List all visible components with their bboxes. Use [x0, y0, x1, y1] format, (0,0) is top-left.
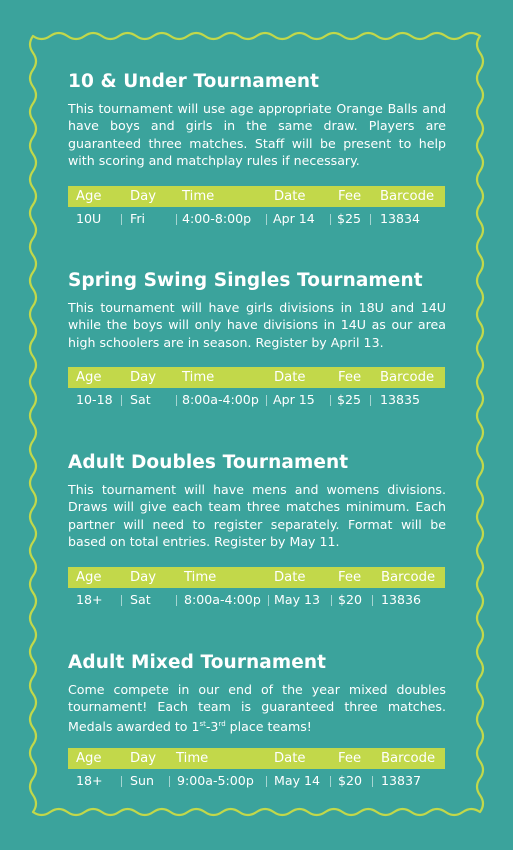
header-fee: Fee: [338, 570, 362, 585]
column-divider: [176, 214, 177, 225]
column-divider: [370, 214, 371, 225]
header-date: Date: [274, 751, 306, 766]
header-date: Date: [274, 189, 306, 204]
header-barcode: Barcode: [380, 189, 435, 204]
tournament-10-under: [68, 70, 446, 226]
header-day: Day: [130, 751, 157, 766]
cell-fee: $25: [337, 211, 362, 226]
header-age: Age: [76, 370, 102, 385]
cell-fee: $20: [338, 773, 363, 788]
column-divider: [268, 595, 269, 606]
column-divider: [121, 395, 122, 406]
table-row: [68, 207, 445, 231]
cell-age: 18+: [76, 773, 103, 788]
column-divider: [266, 395, 267, 406]
column-divider: [372, 776, 373, 787]
header-time: Time: [184, 570, 217, 585]
tournament-title: Spring Swing Singles Tournament: [68, 270, 423, 291]
schedule-table: [68, 367, 445, 412]
cell-date: Apr 14: [273, 211, 315, 226]
cell-time: 8:00a-4:00p: [184, 592, 261, 607]
header-date: Date: [274, 570, 306, 585]
table-header: [68, 367, 445, 388]
header-fee: Fee: [338, 189, 362, 204]
tournament-title: Adult Doubles Tournament: [68, 452, 349, 473]
tournament-adult-mixed: [68, 651, 446, 788]
table-header: [68, 567, 445, 588]
tournament-description: Come compete in our end of the year mixed doubles tournament! Each team is guaranteed three matches. Medals awarded to 1st-3rd place teams!: [68, 682, 446, 734]
tournament-title: 10 & Under Tournament: [68, 71, 320, 92]
column-divider: [370, 395, 371, 406]
header-age: Age: [76, 189, 102, 204]
header-barcode: Barcode: [381, 751, 436, 766]
tournament-adult-doubles: [68, 451, 446, 607]
column-divider: [330, 395, 331, 406]
header-age: Age: [76, 570, 102, 585]
header-day: Day: [130, 189, 157, 204]
tournament-description: This tournament will use age appropriate Orange Balls and have boys and girls in the same draw. Players are guaranteed three matches. Staff will be present to help with scoring and matchplay rules if necessary.: [68, 101, 446, 169]
header-date: Date: [274, 370, 306, 385]
cell-time: 9:00a-5:00p: [177, 773, 254, 788]
cell-date: Apr 15: [273, 392, 315, 407]
cell-barcode: 13837: [381, 773, 422, 788]
cell-barcode: 13835: [380, 392, 421, 407]
column-divider: [121, 776, 122, 787]
cell-date: May 14: [274, 773, 321, 788]
column-divider: [169, 776, 170, 787]
cell-barcode: 13834: [380, 211, 421, 226]
tournament-title: Adult Mixed Tournament: [68, 652, 327, 673]
column-divider: [330, 214, 331, 225]
cell-day: Sun: [130, 773, 154, 788]
cell-time: 8:00a-4:00p: [182, 392, 259, 407]
column-divider: [330, 776, 331, 787]
schedule-table: [68, 567, 445, 612]
header-barcode: Barcode: [381, 570, 436, 585]
table-row: [68, 388, 445, 412]
cell-date: May 13: [274, 592, 321, 607]
column-divider: [176, 595, 177, 606]
cell-time: 4:00-8:00p: [182, 211, 252, 226]
header-age: Age: [76, 751, 102, 766]
cell-day: Sat: [130, 592, 151, 607]
cell-age: 10-18: [76, 392, 113, 407]
header-barcode: Barcode: [380, 370, 435, 385]
cell-age: 10U: [76, 211, 102, 226]
header-fee: Fee: [338, 751, 362, 766]
column-divider: [372, 595, 373, 606]
schedule-table: [68, 186, 445, 231]
column-divider: [121, 214, 122, 225]
tournament-description: This tournament will have girls divisions in 18U and 14U while the boys will only have divisions in 14U as our area high schoolers are in season. Register by April 13.: [68, 300, 446, 350]
tournament-spring-swing-singles: [68, 269, 446, 407]
table-header: [68, 186, 445, 207]
table-header: [68, 748, 445, 769]
column-divider: [331, 595, 332, 606]
cell-fee: $20: [338, 592, 363, 607]
cell-age: 18+: [76, 592, 103, 607]
column-divider: [121, 595, 122, 606]
table-row: [68, 588, 445, 612]
cell-fee: $25: [337, 392, 362, 407]
header-time: Time: [182, 370, 215, 385]
cell-day: Fri: [130, 211, 146, 226]
cell-day: Sat: [130, 392, 151, 407]
column-divider: [266, 776, 267, 787]
header-time: Time: [176, 751, 209, 766]
column-divider: [266, 214, 267, 225]
header-time: Time: [182, 189, 215, 204]
tournament-description: This tournament will have mens and womens divisions. Draws will give each team three matches minimum. Each partner will need to register separately. Format will be based on total entries. Register by May 11.: [68, 482, 446, 550]
header-day: Day: [130, 570, 157, 585]
header-day: Day: [130, 370, 157, 385]
table-row: [68, 769, 445, 793]
header-fee: Fee: [338, 370, 362, 385]
schedule-table: [68, 748, 445, 793]
cell-barcode: 13836: [381, 592, 422, 607]
column-divider: [176, 395, 177, 406]
